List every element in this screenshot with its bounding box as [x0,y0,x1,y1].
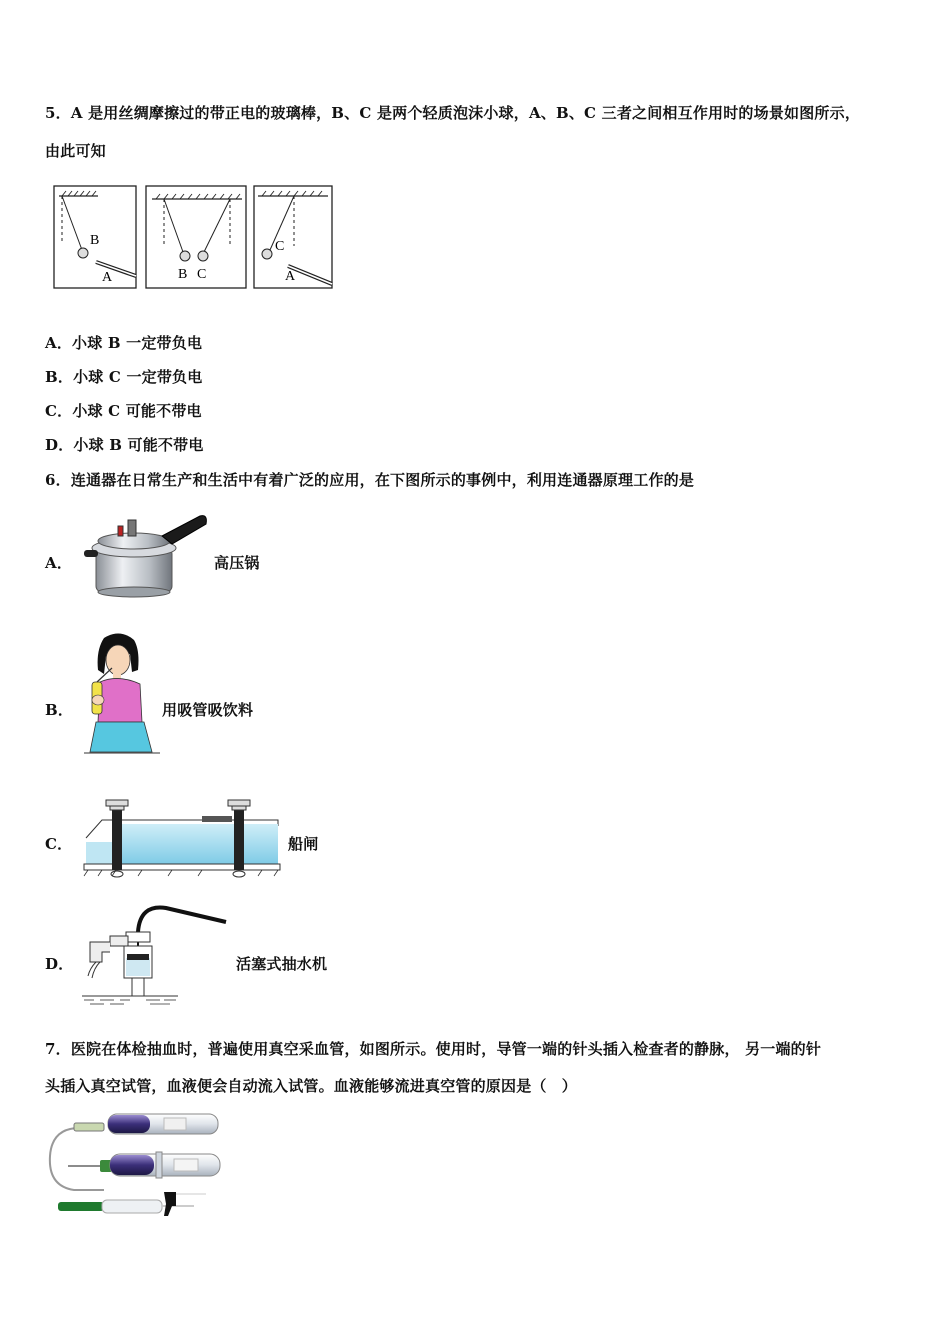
q5-option-d: D．小球 B 可能不带电 [45,436,204,454]
q6-option-d-letter: D． [45,955,74,973]
ship-lock-icon [82,798,282,878]
piston-pump-icon [80,902,230,1006]
girl-drinking-straw-icon [82,630,162,755]
q6-option-b-letter: B． [45,701,74,719]
pressure-cooker-icon [82,506,212,601]
q6-option-b-caption: 用吸管吸饮料 [162,701,254,719]
charged-balls-figure [52,184,342,294]
q7-stem-line2: 头插入真空试管，血液便会自动流入试管。血液能够流进真空管的原因是（ ） [45,1077,578,1095]
q5-option-c: C．小球 C 可能不带电 [45,402,202,420]
q6-option-c-caption: 船闸 [288,835,319,853]
q5-option-a: A．小球 B 一定带负电 [45,334,203,352]
fig-label-b: B [90,233,100,248]
q5-option-b: B．小球 C 一定带负电 [45,368,203,386]
q7-stem-line1: 7．医院在体检抽血时，普遍使用真空采血管，如图所示。使用时，导管一端的针头插入检查者的静脉， 另一端的针 [45,1040,822,1058]
q5-stem-line1: 5．A 是用丝绸摩擦过的带正电的玻璃棒，B、C 是两个轻质泡沫小球，A、B、C 三者之间相互作用时的场景如图所示， [45,104,861,122]
q6-option-c-letter: C． [45,835,73,853]
q6-option-a-letter: A． [45,554,73,572]
q6-stem: 6．连通器在日常生产和生活中有着广泛的应用，在下图所示的事例中，利用连通器原理工作的是 [45,471,695,489]
q6-option-a-caption: 高压锅 [214,554,260,572]
vacuum-blood-tube-icon [44,1106,224,1221]
q6-option-d-caption: 活塞式抽水机 [236,955,328,973]
fig-label-a1: A [102,270,113,285]
fig-label-c3: C [275,239,285,254]
fig-label-c2: C [197,267,207,282]
fig-label-a3: A [285,269,296,284]
fig-label-b2: B [178,267,188,282]
q5-stem-line2: 由此可知 [45,142,106,160]
